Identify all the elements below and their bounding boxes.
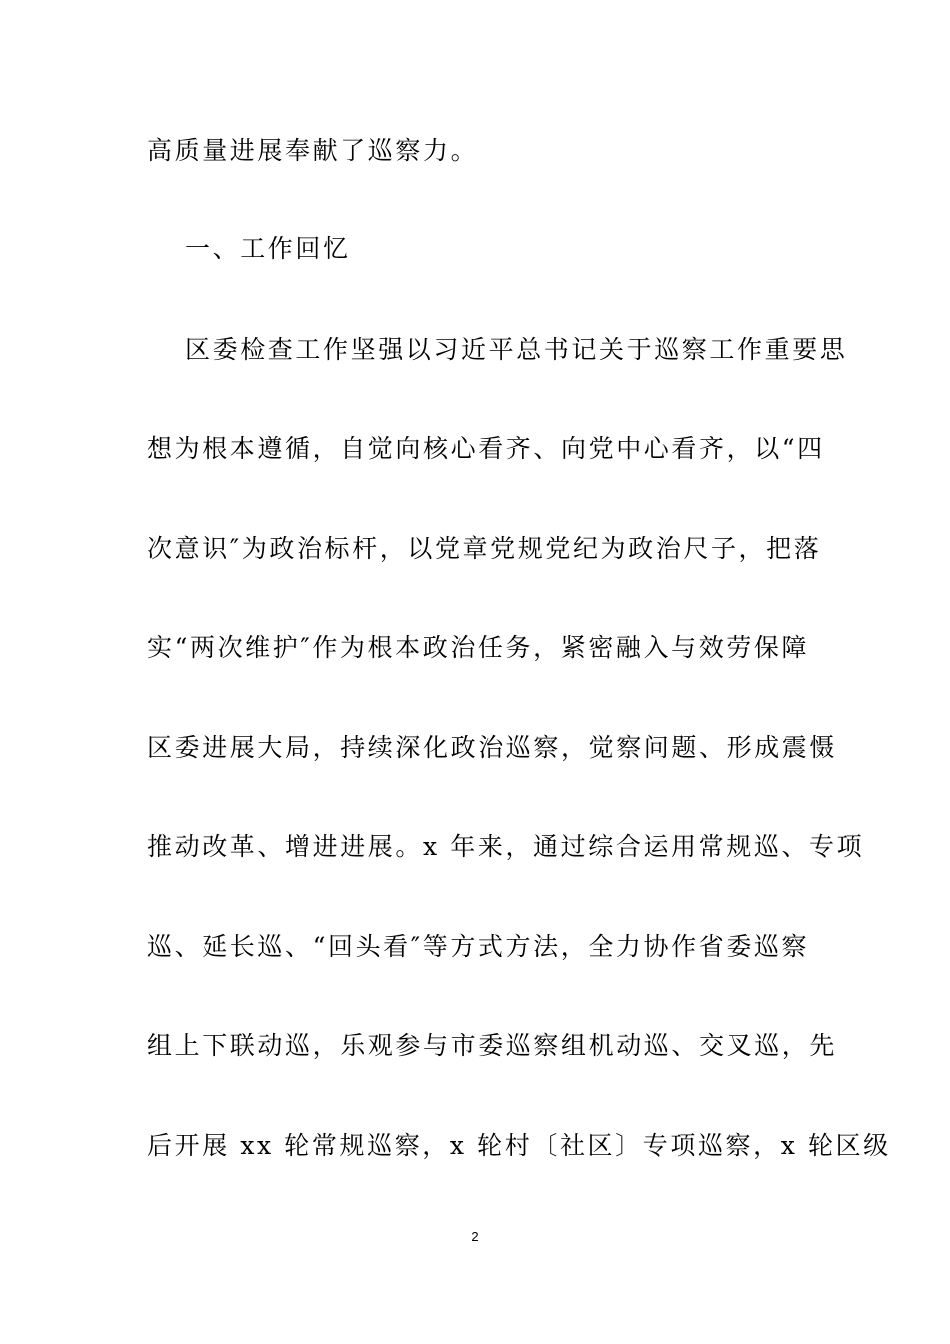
text-line-4: 想为根本遵循，自觉向核心看齐、向党中心看齐，以“四: [147, 434, 825, 463]
text-line-9: 巡、延长巡、“回头看″等方式方法，全力协作省委巡察: [147, 932, 810, 961]
text-line-1: 高质量进展奉献了巡察力。: [147, 136, 479, 165]
page-number: 2: [471, 1229, 479, 1244]
text-line-8: 推动改革、增进进展。x 年来，通过综合运用常规巡、专项: [147, 832, 865, 861]
text-line-5: 次意识″为政治标杆，以党章党规党纪为政治尺子，把落: [147, 534, 822, 563]
text-line-3: 区委检查工作坚强以习近平总书记关于巡察工作重要思: [185, 335, 848, 364]
text-line-11: 后开展 xx 轮常规巡察，x 轮村〔社区〕专项巡察，x 轮区级: [147, 1131, 891, 1160]
text-line-6: 实“两次维护″作为根本政治任务，紧密融入与效劳保障: [147, 633, 810, 662]
text-line-10: 组上下联动巡，乐观参与市委巡察组机动巡、交叉巡，先: [147, 1031, 838, 1060]
text-line-7: 区委进展大局，持续深化政治巡察，觉察问题、形成震慑: [147, 733, 838, 762]
section-heading: 一、工作回忆: [185, 234, 351, 263]
